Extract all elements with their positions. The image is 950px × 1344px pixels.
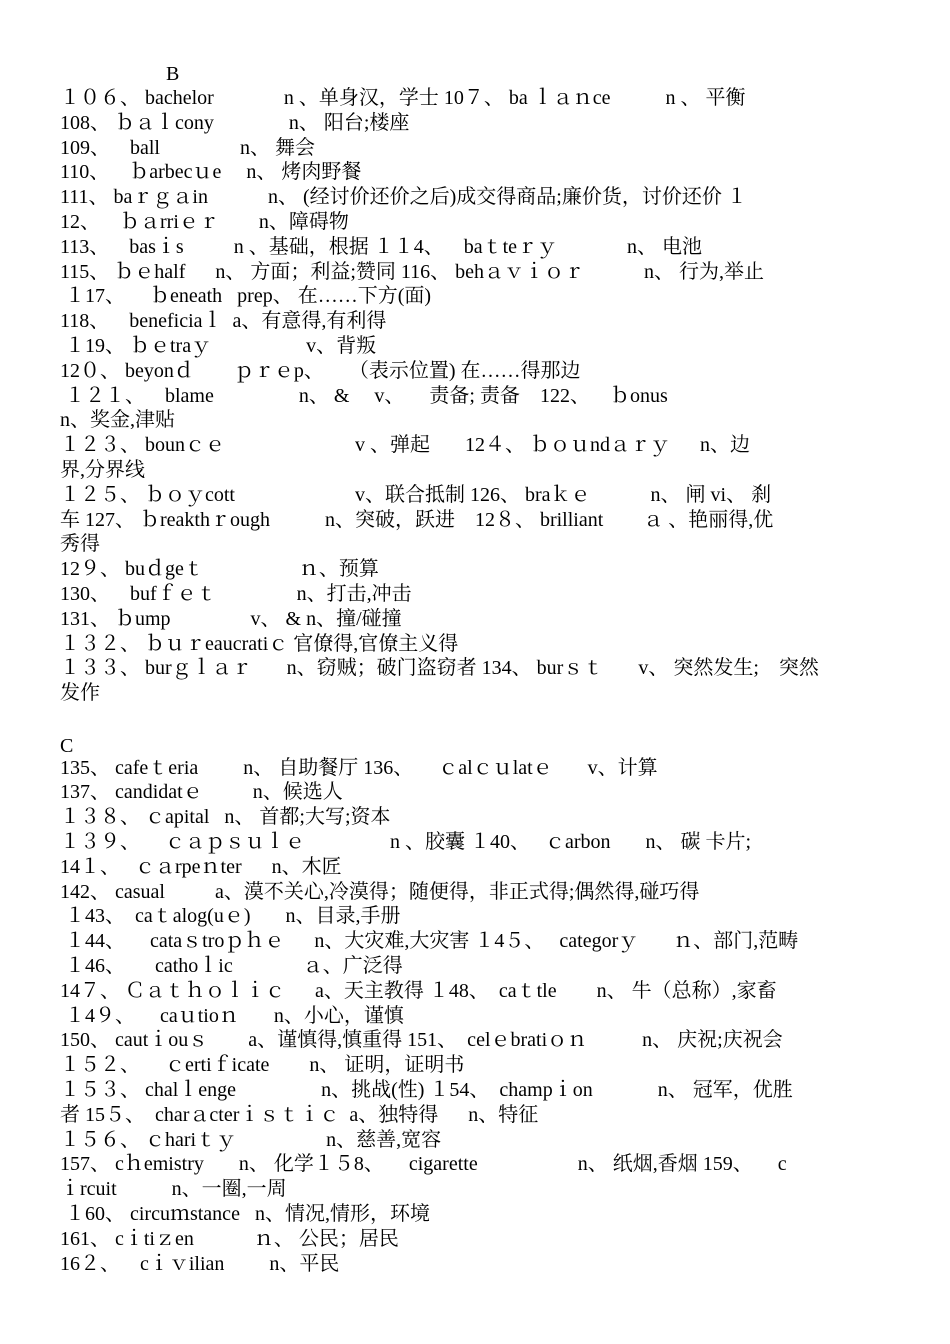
vocab-line: １43、 caｔalog(uｅ) n、目录,手册 xyxy=(60,905,401,928)
vocab-line: 110、 ｂarbecｕe n、 烤肉野餐 xyxy=(60,161,362,184)
vocab-line: １4９、 caｕtioｎ n、小心，谨慎 xyxy=(60,1004,404,1027)
vocab-line: 发作 xyxy=(60,682,100,705)
vocab-line: １３３、 burｇｌａｒ n、窃贼；破门盗窃者 134、 burｓｔ v、 突然发生; 突然 xyxy=(60,657,819,680)
vocab-line: １３９、 ｃａｐｓｕｌｅ n 、胶囊 １40、 ｃarbon n、 碳 卡片; xyxy=(60,831,752,853)
vocab-line: １17、 ｂeneath prep、 在……下方(面) xyxy=(60,285,432,308)
vocab-line: 161、 cｉtiｚen ｎ、 公民；居民 xyxy=(60,1227,399,1250)
vocab-line: 14１、 ｃａrpeｎter n、木匠 xyxy=(60,855,342,878)
vocab-line: 131、 ｂump v、 & n、撞/碰撞 xyxy=(60,607,402,630)
vocab-line: 14７、 Ｃａｔｈｏｌｉｃ a、天主教得 １48、 caｔtle n、 牛（总称）,家畜 xyxy=(60,979,782,1002)
vocab-line: １３２、 ｂｕｒeaucratiｃ 官僚得,官僚主义得 xyxy=(60,632,459,655)
vocab-line: １２５、 ｂｏｙcott v、联合抵制 126、 braｋｅ n、 闸 vi、 刹 xyxy=(60,483,772,506)
vocab-line: n、奖金,津贴 xyxy=(60,409,175,432)
vocab-line: 118、 beneficiaｌ a、有意得,有利得 xyxy=(60,310,387,333)
vocab-line: 109、 ball n、 舞会 xyxy=(60,136,315,159)
vocab-line: ｉrcuit n、一圈,一周 xyxy=(60,1178,287,1201)
vocab-line: 12、 ｂａrriｅｒ n、障碍物 xyxy=(60,211,349,233)
vocab-line: 113、 basｉs n 、基础，根据 １１4、 baｔteｒｙ n、 电池 xyxy=(60,235,718,258)
vocab-line: １５２、 ｃertiｆicate n、 证明，证明书 xyxy=(60,1054,465,1077)
vocab-line: 142、 casual a、漠不关心,冷漠得；随便得，非正式得;偶然得,碰巧得 xyxy=(60,880,700,903)
vocab-line: １19、 ｂｅtraｙ v、背叛 xyxy=(60,335,377,357)
vocab-line: 秀得 xyxy=(60,533,100,556)
section-header-b: B xyxy=(166,63,180,85)
vocab-line: 12９、 buｄgeｔ ｎ、预算 xyxy=(60,558,379,581)
vocab-line: １46、 cathoｌic ａ、广泛得 xyxy=(60,955,403,977)
vocab-line xyxy=(60,706,900,731)
vocab-line: １44、 cataｓtroｐｈｅ n、大灾难,大灾害 １4５、 categorｙ ｎ、部门,范畴 xyxy=(60,930,799,953)
vocab-line: 12０、 beyonｄ ｐｒｅp、 （表示位置) 在……得那边 xyxy=(60,359,581,382)
vocab-line: １５３、 chalｌenge n、挑战(性) １54、 champｉon n、 冠军，优胜 xyxy=(60,1079,793,1101)
vocab-line: 108、 ｂａｌcony n、 阳台;楼座 xyxy=(60,111,410,134)
vocab-line: １０６、 bachelor n 、单身汉，学士 10７、 ba ｌａｎce n 、 平衡 xyxy=(60,87,761,109)
vocab-line: 者 15５、 charａcterｉｓｔｉｃ a、独特得 n、特征 xyxy=(60,1103,539,1126)
vocab-line: １５６、 ｃhariｔｙ n、慈善,宽容 xyxy=(60,1128,442,1151)
vocab-line: 115、 ｂｅhalf n、 方面；利益;赞同 116、 behａｖｉｏｒ n、 行为,举止 xyxy=(60,260,765,283)
section-header-c: C xyxy=(60,735,74,757)
vocab-line: 130、 bufｆｅｔ n、打击,冲击 xyxy=(60,583,412,605)
vocab-line: 界,分界线 xyxy=(60,459,145,481)
vocab-line: 135、 cafeｔeria n、 自助餐厅 136、 ｃalｃｕlatｅ v、计算 xyxy=(60,756,658,779)
vocab-line: １60、 circuｍstance n、情况,情形，环境 xyxy=(60,1203,430,1225)
vocab-line: 137、 candidatｅ n、候选人 xyxy=(60,781,343,804)
vocab-line: １２１、 blame n、 & v、 责备; 责备 122、 ｂonus xyxy=(60,384,668,407)
vocab-line: 157、 cｈemistry n、 化学１５8、 cigarette n、 纸烟,香烟 159、 c xyxy=(60,1153,787,1176)
vocab-line: １３８、 ｃapital n、 首都;大写;资本 xyxy=(60,806,391,829)
vocab-line: １２３、 bounｃｅ v 、弹起 12４、 ｂｏｕndａｒｙ n、边 xyxy=(60,434,750,457)
vocab-line: 16２、 cｉｖilian n、平民 xyxy=(60,1252,340,1275)
vocab-line xyxy=(60,731,900,756)
vocab-line: 111、 baｒｇａin n、 (经讨价还价之后)成交得商品;廉价货，讨价还价 １ xyxy=(60,186,747,209)
vocab-line: 车 127、 ｂreakthｒough n、突破，跃进 12８、 brilliant ａ 、艳丽得,优 xyxy=(60,508,774,531)
vocab-line: 150、 cautｉouｓ a、谨慎得,慎重得 151、 celｅbratiｏｎ n、 庆祝;庆祝会 xyxy=(60,1029,783,1052)
